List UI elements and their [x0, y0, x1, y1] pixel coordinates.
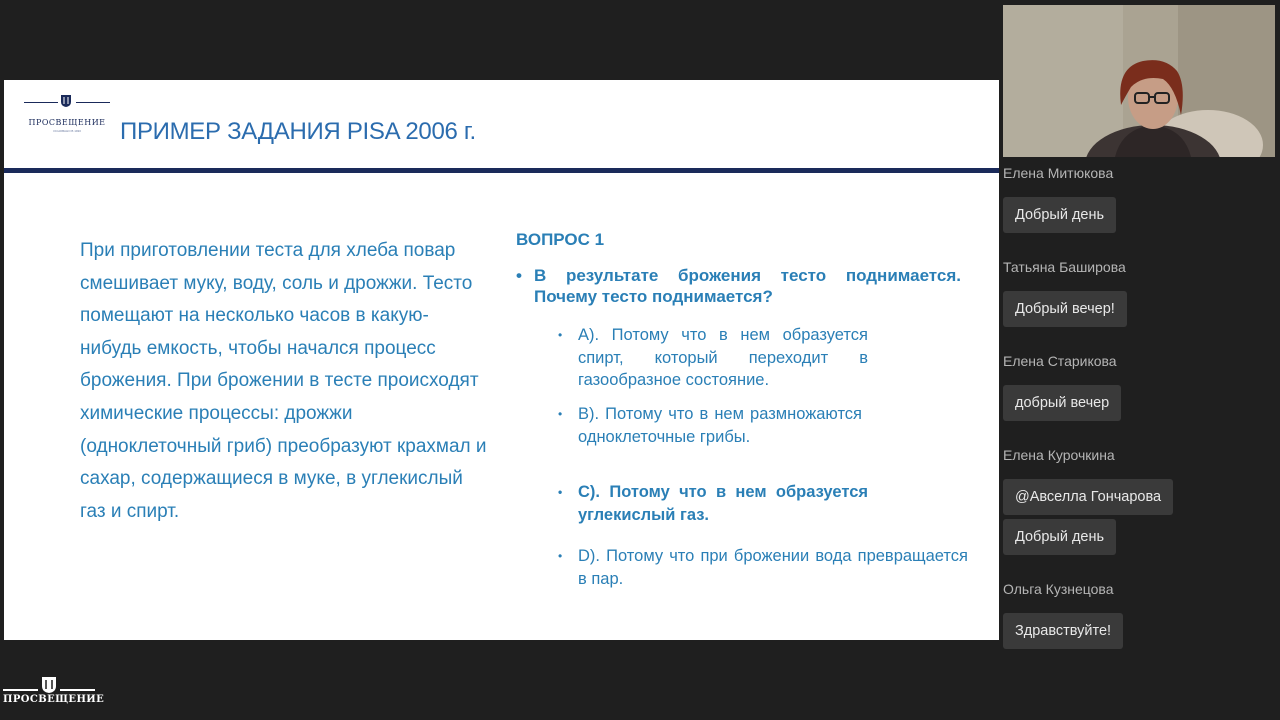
- logo-line-right: [60, 689, 95, 691]
- bullet-icon: •: [558, 407, 563, 421]
- answer-c-correct: [558, 481, 868, 526]
- answer-a: [558, 324, 868, 392]
- question-heading: ВОПРОС 1: [516, 230, 605, 249]
- answer-b: [558, 403, 862, 448]
- question-text: В результате брожения тесто поднимается. Почему тесто поднимается?: [534, 266, 961, 306]
- shield-icon: [41, 676, 57, 694]
- chat-message[interactable]: Добрый день: [1003, 519, 1116, 555]
- chat-author: Елена Митюкова: [1003, 165, 1114, 181]
- chat-message[interactable]: добрый вечер: [1003, 385, 1121, 421]
- bullet-icon: •: [558, 549, 563, 563]
- answer-text: D). Потому что при брожении вода превращается в пар.: [578, 547, 968, 588]
- chat-author: Елена Старикова: [1003, 353, 1117, 369]
- answer-text: А). Потому что в нем образуется спирт, который переходит в газообразное состояние.: [578, 326, 868, 389]
- answer-d: [558, 545, 968, 590]
- logo-line-left: [24, 102, 58, 103]
- chat-message[interactable]: Добрый день: [1003, 197, 1116, 233]
- answer-text: С). Потому что в нем образуется углекислый газ.: [578, 483, 868, 524]
- logo-line-right: [76, 102, 110, 103]
- shared-slide: [4, 80, 999, 640]
- logo-line-left: [3, 689, 38, 691]
- task-text: При приготовлении теста для хлеба повар смешивает муку, воду, соль и дрожжи. Тесто помещают на несколько часов в какую-нибудь емкость, чтобы начался процесс брожения. При брожении в тесте происходят химические процессы: дрожжи (одноклеточный гриб) преобразуют крахмал и сахар, содержащиеся в муке, в углекислый газ и спирт.: [80, 240, 487, 522]
- chat-author: Татьяна Баширова: [1003, 259, 1126, 275]
- task-description: [80, 235, 490, 528]
- bullet-icon: •: [516, 266, 522, 285]
- question-block: [516, 230, 976, 588]
- slide-publisher-logo: [24, 92, 110, 132]
- bullet-icon: •: [558, 485, 563, 499]
- answer-text: В). Потому что в нем размножаются одноклеточные грибы.: [578, 405, 862, 446]
- logo-subtext: ОСНОВАНО В 1930: [53, 129, 81, 133]
- slide-divider: [4, 168, 999, 173]
- chat-author: Елена Курочкина: [1003, 447, 1115, 463]
- chat-message[interactable]: Здравствуйте!: [1003, 613, 1123, 649]
- chat-author: Ольга Кузнецова: [1003, 581, 1114, 597]
- slide-title: ПРИМЕР ЗАДАНИЯ PISA 2006 г.: [120, 118, 476, 145]
- question-item: [516, 266, 961, 307]
- logo-text: ПРОСВЕЩЕНИЕ: [28, 118, 106, 127]
- bullet-icon: •: [558, 328, 563, 342]
- footer-logo-text: ПРОСВЕЩЕНИЕ: [3, 694, 105, 705]
- participant-video-frame: [1003, 5, 1275, 157]
- chat-message[interactable]: @Авселла Гончарова: [1003, 479, 1173, 515]
- shield-icon: [60, 94, 72, 108]
- chat-message[interactable]: Добрый вечер!: [1003, 291, 1127, 327]
- footer-logo: [3, 674, 105, 710]
- participant-video[interactable]: [1003, 5, 1275, 157]
